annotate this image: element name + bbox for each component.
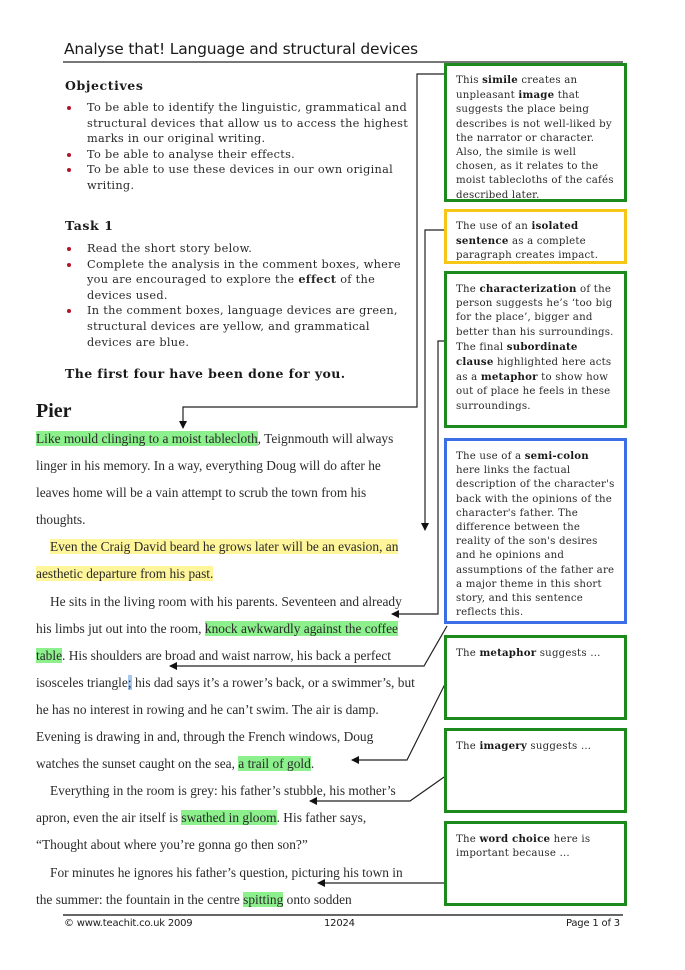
device-term: subordinate clause — [456, 340, 578, 369]
comment-box-characterization — [444, 271, 627, 428]
comment-text: The — [456, 741, 480, 752]
task-list — [65, 241, 415, 350]
comment-text: here is important because … — [456, 834, 591, 860]
story-text-segment: . His father says, “Thought about where you’re gonna go then son?” — [36, 810, 367, 853]
emphasis-effect: effect — [298, 272, 337, 287]
device-term: metaphor — [479, 647, 537, 659]
comment-text: as a complete paragraph creates impact. — [456, 236, 599, 262]
comment-text: highlighted here acts as a — [456, 357, 612, 384]
comment-text: that suggests the place being describes is not well-liked by the narrator or character. Also, the simile is well chosen, as it relates to the moist tablecloths of the cafés described later. — [456, 90, 614, 201]
story-text-segment: . — [310, 756, 315, 772]
story-paragraph — [36, 588, 416, 778]
comment-text: This — [456, 75, 483, 86]
footer-divider — [63, 914, 623, 916]
task-item: Read the short story below. — [65, 241, 415, 257]
story-text-segment: For minutes he ignores his father’s question, picturing his town in the summer: the fountain in the centre — [36, 864, 403, 907]
story-text-segment: his dad says it’s a rower’s back, or a swimmer’s, but he has no interest in rowing and he can’t swim. The air is damp. Evening is drawing in and, through the French windows, Doug watches the sunset caught on the sea, — [36, 674, 415, 772]
device-term: imagery — [479, 740, 527, 752]
comment-text: here links the factual description of the character's back with the opinions of the character's father. The difference between the reality of the son's desires and he opinions and assumptions of the father are a major theme in this short story, and this sentence reflects this. — [456, 465, 615, 619]
footer-copyright: © www.teachit.co.uk 2009 — [64, 918, 193, 929]
device-term: word choice — [479, 833, 551, 845]
story-title: Pier — [36, 400, 72, 422]
page-title: Analyse that! Language and structural devices — [64, 40, 418, 58]
comment-box-imagery — [444, 728, 627, 813]
comment-box-word-choice — [444, 821, 627, 906]
footer-page-number: Page 1 of 3 — [566, 918, 620, 929]
story-text-segment: , Teignmouth will always linger in his memory. In a way, everything Doug will do after he leaves home will be a vain attempt to scrub the town from his thoughts. — [36, 431, 394, 528]
objective-item: To be able to use these devices in our own original writing. — [65, 162, 415, 193]
story-paragraph — [36, 533, 416, 587]
task-item: In the comment boxes, language devices are green, structural devices are yellow, and grammatical devices are blue. — [65, 303, 415, 350]
objective-item: To be able to analyse their effects. — [65, 147, 415, 163]
footer-code: 12024 — [324, 918, 355, 929]
highlighted-device: swathed in gloom — [181, 810, 277, 826]
highlighted-device: Even the Craig David beard he grows later will be an evasion, an aesthetic departure from his past. — [36, 539, 399, 582]
comment-box-semi-colon — [444, 438, 627, 624]
task-note: The first four have been done for you. — [65, 366, 346, 381]
task-item: Complete the analysis in the comment boxes, where you are encouraged to explore the effect of the devices used. — [65, 257, 415, 304]
comment-text: The — [456, 834, 480, 845]
comment-box-isolated-sentence — [444, 209, 627, 264]
comment-text: The use of a — [456, 451, 525, 462]
comment-box-metaphor — [444, 635, 627, 720]
device-term: isolated sentence — [456, 220, 579, 248]
comment-text: creates an unpleasant — [456, 75, 578, 102]
highlighted-device: spitting — [243, 891, 284, 907]
story-text — [36, 425, 416, 913]
task-heading: Task 1 — [65, 218, 114, 233]
device-term: simile — [482, 74, 518, 86]
device-term: image — [518, 89, 555, 102]
comment-text: The — [456, 284, 480, 295]
comment-text: The — [456, 648, 480, 659]
comment-text: of the person suggests he’s ‘too big for the place’, bigger and better than his surroundings. The final — [456, 284, 614, 353]
device-term: semi-colon — [524, 450, 589, 462]
device-term: metaphor — [480, 371, 538, 384]
objectives-heading: Objectives — [65, 78, 144, 93]
device-term: characterization — [479, 283, 577, 295]
highlighted-device: knock awkwardly against the coffee table — [36, 620, 398, 663]
highlighted-device: a trail of gold — [238, 756, 311, 772]
comment-text: suggests … — [526, 741, 592, 752]
comment-text: The use of an — [456, 221, 532, 232]
story-paragraph — [36, 425, 416, 533]
objectives-list — [65, 100, 415, 194]
comment-text: suggests … — [536, 648, 601, 659]
highlighted-device: Like mould clinging to a moist tablecloth — [36, 431, 258, 446]
story-text-segment: onto sodden — [283, 891, 352, 907]
story-text-segment: He sits in the living room with his parents. Seventeen and already his limbs jut out into the room, — [36, 593, 402, 636]
objective-item: To be able to identify the linguistic, grammatical and structural devices that allow us to access the highest marks in our original writing. — [65, 100, 415, 147]
highlighted-device: ; — [127, 674, 132, 690]
comment-text: to show how out of place he feels in these surroundings. — [456, 372, 611, 412]
story-paragraph — [36, 777, 416, 858]
comment-box-simile — [444, 63, 627, 202]
story-text-segment: Everything in the room is grey: his father’s stubble, his mother’s apron, even the air itself is — [36, 783, 396, 826]
story-text-segment: . His shoulders are broad and waist narrow, his back a perfect isosceles triangle — [36, 647, 391, 690]
story-paragraph — [36, 859, 416, 913]
